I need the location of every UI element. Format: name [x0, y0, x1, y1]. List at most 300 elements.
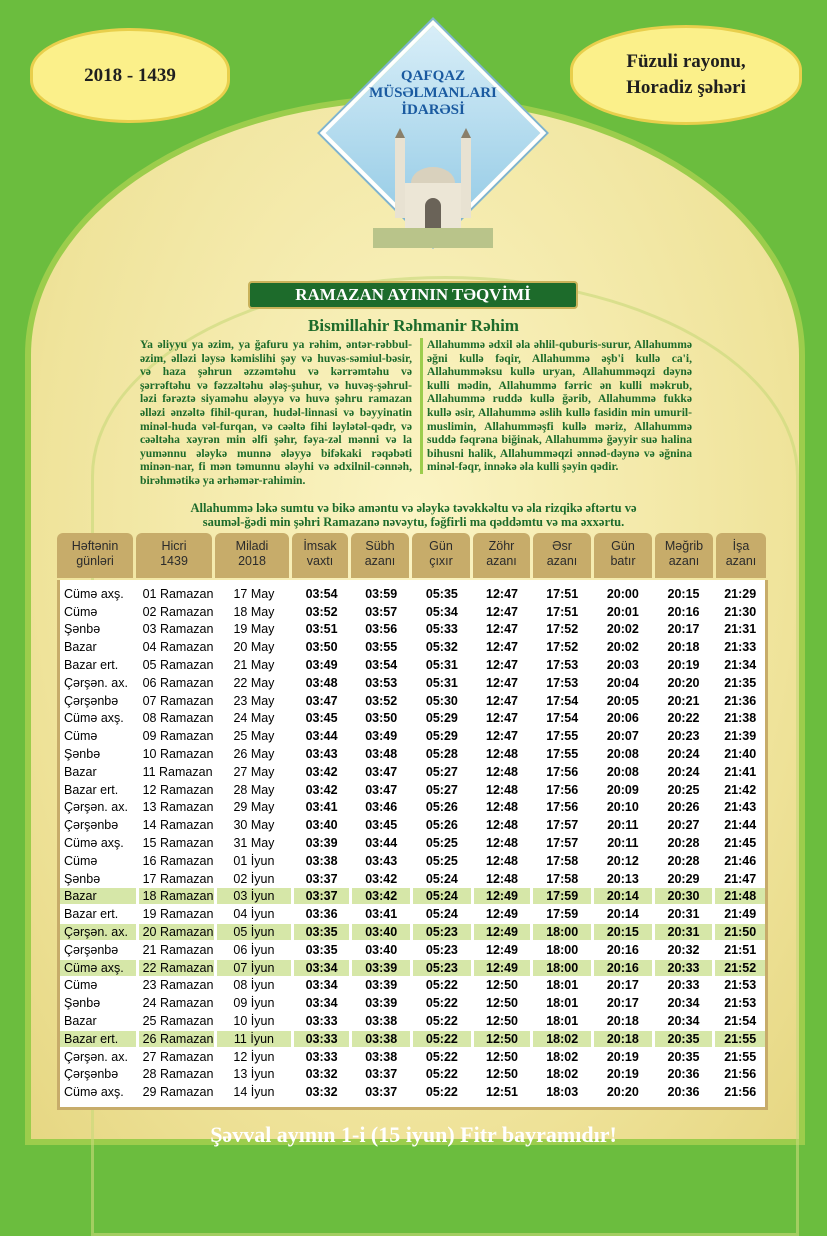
table-cell: 03:38 — [305, 853, 338, 868]
table-cell: 29 May — [233, 800, 275, 815]
table-cell: 21:53 — [724, 996, 757, 1011]
table-cell: Cümə axş. — [64, 836, 124, 851]
table-row — [60, 710, 765, 728]
table-cell: Çərşənbə — [64, 942, 119, 957]
table-row — [60, 959, 765, 977]
table-cell: 03:55 — [365, 640, 398, 655]
table-cell: 03:42 — [305, 782, 338, 797]
table-cell: 20:06 — [606, 711, 639, 726]
table-cell: 20:17 — [606, 996, 639, 1011]
table-cell: 21:47 — [724, 871, 757, 886]
table-cell: 03:38 — [365, 1049, 398, 1064]
column-header — [215, 533, 289, 578]
table-cell: 20:08 — [606, 747, 639, 762]
table-cell: 10 Ramazan — [142, 747, 214, 762]
table-cell: 05:29 — [425, 729, 458, 744]
table-cell: 17:56 — [546, 764, 579, 779]
table-cell: 21:52 — [715, 960, 765, 976]
table-cell: 20:20 — [606, 1085, 639, 1100]
table-cell: 03 İyun — [217, 888, 291, 904]
table-row — [60, 888, 765, 906]
table-cell: 14 İyun — [233, 1085, 275, 1100]
table-cell: 12:49 — [486, 942, 519, 957]
table-cell: 18:00 — [533, 960, 591, 976]
iftar-dua — [100, 501, 727, 529]
table-cell: 03:41 — [365, 907, 398, 922]
table-cell: 03:49 — [305, 658, 338, 673]
table-cell: 03:56 — [365, 622, 398, 637]
table-cell: 20:19 — [606, 1067, 639, 1082]
table-cell: 18:01 — [546, 978, 579, 993]
table-cell: 05 İyun — [217, 924, 291, 940]
table-cell: 03:46 — [365, 800, 398, 815]
table-cell: 12:47 — [486, 622, 519, 637]
table-cell: 17:55 — [546, 747, 579, 762]
table-cell: 05:33 — [425, 622, 458, 637]
table-cell: 03:43 — [305, 747, 338, 762]
table-cell: 21:48 — [715, 888, 765, 904]
table-cell: 05:23 — [413, 960, 471, 976]
table-row — [60, 994, 765, 1012]
table-cell: 20:03 — [606, 658, 639, 673]
table-row — [60, 781, 765, 799]
logo-line: İDARƏSİ — [401, 102, 465, 118]
table-cell: 03:34 — [305, 996, 338, 1011]
table-cell: 12:48 — [486, 782, 519, 797]
column-header — [292, 533, 348, 578]
table-cell: 12:48 — [486, 764, 519, 779]
eid-announcement: Şəvval ayının 1-i (15 iyun) Fitr bayramıdır! — [210, 1122, 617, 1147]
table-cell: 05:30 — [425, 693, 458, 708]
table-cell: 25 Ramazan — [142, 1014, 214, 1029]
table-cell: 21 Ramazan — [142, 942, 214, 957]
table-cell: 20:36 — [667, 1085, 700, 1100]
table-cell: 03:47 — [365, 764, 398, 779]
table-cell: 20:34 — [667, 996, 700, 1011]
table-cell: 17:58 — [546, 853, 579, 868]
table-cell: 17:52 — [546, 622, 579, 637]
location-badge — [570, 25, 802, 125]
table-cell: 21:49 — [724, 907, 757, 922]
table-cell: 03:52 — [365, 693, 398, 708]
table-cell: 05:22 — [425, 978, 458, 993]
column-header-line: Hicri — [161, 539, 187, 553]
table-cell: 03:54 — [305, 586, 338, 601]
mosque-image — [373, 128, 493, 248]
table-cell: 20:12 — [606, 853, 639, 868]
table-cell: 20:22 — [667, 711, 700, 726]
table-cell: 17:59 — [546, 907, 579, 922]
table-cell: 26 Ramazan — [139, 1031, 215, 1047]
table-cell: 17:52 — [546, 640, 579, 655]
table-cell: 21:50 — [715, 924, 765, 940]
table-cell: 18 Ramazan — [139, 888, 215, 904]
table-cell: 18:02 — [546, 1049, 579, 1064]
column-header-line: Gün — [429, 539, 453, 553]
table-cell: 03:39 — [352, 960, 410, 976]
table-cell: Cümə — [64, 853, 98, 868]
table-row — [60, 905, 765, 923]
table-cell: 03:44 — [365, 836, 398, 851]
table-cell: 17:53 — [546, 675, 579, 690]
column-header-line: azanı — [725, 554, 757, 568]
table-cell: 05:22 — [425, 1049, 458, 1064]
year-text: 2018 - 1439 — [84, 64, 176, 86]
table-cell: Şənbə — [64, 747, 101, 762]
table-cell: Şənbə — [64, 622, 101, 637]
table-cell: 03:53 — [365, 675, 398, 690]
table-cell: 12:50 — [486, 1014, 519, 1029]
table-cell: 05:26 — [425, 800, 458, 815]
table-cell: 12:47 — [486, 711, 519, 726]
table-cell: 20:27 — [667, 818, 700, 833]
table-cell: 20 Ramazan — [139, 924, 215, 940]
table-cell: 05 Ramazan — [142, 658, 214, 673]
table-cell: 03:51 — [305, 622, 338, 637]
table-cell: 12:50 — [486, 996, 519, 1011]
table-cell: Şənbə — [64, 996, 101, 1011]
table-cell: 18:03 — [546, 1085, 579, 1100]
table-cell: 12:48 — [486, 818, 519, 833]
table-cell: 20:11 — [607, 836, 639, 851]
table-cell: 12:47 — [486, 604, 519, 619]
table-cell: 21:54 — [724, 1014, 757, 1029]
table-cell: 20:16 — [606, 942, 639, 957]
table-row — [60, 1066, 765, 1084]
table-cell: 20:25 — [667, 782, 700, 797]
table-row — [60, 852, 765, 870]
column-header-line: Gün — [611, 539, 635, 553]
table-cell: 03:37 — [294, 888, 350, 904]
table-cell: 21:44 — [724, 818, 757, 833]
table-cell: 03:37 — [365, 1067, 398, 1082]
column-header — [533, 533, 591, 578]
column-header — [57, 533, 133, 578]
table-cell: 12:47 — [486, 675, 519, 690]
table-cell: 12:49 — [474, 960, 531, 976]
table-cell: 29 Ramazan — [142, 1085, 214, 1100]
table-cell: 20:32 — [667, 942, 700, 957]
column-header — [655, 533, 713, 578]
table-row — [60, 763, 765, 781]
table-cell: 20:15 — [667, 586, 700, 601]
table-cell: 05:31 — [425, 658, 458, 673]
table-cell: 20:02 — [606, 622, 639, 637]
table-cell: 20:33 — [655, 960, 713, 976]
column-header-line: Həftənin — [71, 539, 119, 553]
column-header-line: azanı — [486, 554, 517, 568]
table-cell: 03:33 — [294, 1031, 350, 1047]
table-cell: 03:50 — [365, 711, 398, 726]
logo-line: MÜSƏLMANLARI — [369, 85, 497, 101]
table-row — [60, 1030, 765, 1048]
table-row — [60, 799, 765, 817]
table-cell: 03:37 — [305, 871, 338, 886]
table-cell: 03:39 — [305, 836, 338, 851]
table-cell: 09 Ramazan — [142, 729, 214, 744]
table-cell: 20:28 — [667, 836, 700, 851]
table-cell: 05:22 — [425, 1067, 458, 1082]
column-header-line: Miladi — [235, 539, 269, 553]
table-cell: 03:47 — [365, 782, 398, 797]
table-cell: 21:42 — [724, 782, 757, 797]
table-cell: 17:51 — [546, 604, 579, 619]
table-cell: 21:41 — [724, 764, 757, 779]
table-cell: 20:13 — [606, 871, 639, 886]
table-cell: 20:30 — [655, 888, 713, 904]
table-cell: Bazar — [64, 1014, 97, 1029]
table-row — [60, 692, 765, 710]
year-badge — [30, 28, 230, 123]
table-cell: 03:40 — [305, 818, 338, 833]
table-cell: 12:49 — [474, 924, 531, 940]
table-row — [60, 834, 765, 852]
table-cell: Bazar ert. — [64, 907, 119, 922]
table-cell: 27 Ramazan — [142, 1049, 214, 1064]
table-row — [60, 745, 765, 763]
table-cell: 24 Ramazan — [142, 996, 214, 1011]
table-cell: 03:54 — [365, 658, 398, 673]
table-cell: 17:58 — [546, 871, 579, 886]
prayer-times-table — [57, 533, 768, 1110]
table-cell: 05:23 — [425, 942, 458, 957]
table-cell: 20:17 — [606, 978, 639, 993]
table-cell: 20:16 — [594, 960, 652, 976]
table-row — [60, 816, 765, 834]
column-header-line: İşa — [732, 539, 750, 553]
table-cell: 21 May — [233, 658, 275, 673]
table-cell: 03:32 — [305, 1085, 338, 1100]
table-cell: 03:49 — [365, 729, 398, 744]
table-cell: 22 Ramazan — [139, 960, 215, 976]
table-cell: Çərşən. ax. — [64, 800, 128, 815]
table-cell: 12:47 — [486, 658, 519, 673]
table-cell: 12:48 — [486, 836, 519, 851]
table-row — [60, 870, 765, 888]
table-row — [60, 727, 765, 745]
table-cell: 20:09 — [606, 782, 639, 797]
table-cell: 03:32 — [305, 1067, 338, 1082]
table-cell: 05:24 — [413, 888, 471, 904]
table-cell: 18:00 — [546, 942, 579, 957]
table-cell: 05:22 — [413, 1031, 471, 1047]
table-cell: Bazar ert. — [64, 782, 119, 797]
table-cell: 03:39 — [365, 996, 398, 1011]
table-cell: 13 Ramazan — [142, 800, 214, 815]
table-row — [60, 603, 765, 621]
table-cell: 21:55 — [715, 1031, 765, 1047]
table-cell: 20:08 — [606, 764, 639, 779]
table-cell: 03:42 — [305, 764, 338, 779]
table-cell: 17:54 — [546, 711, 579, 726]
table-cell: Cümə axş. — [64, 1085, 124, 1100]
table-cell: Cümə — [64, 604, 98, 619]
table-cell: 20:14 — [606, 907, 639, 922]
table-cell: 03:40 — [352, 924, 410, 940]
table-cell: 05:25 — [425, 853, 458, 868]
table-cell: Çərşənbə — [64, 1067, 119, 1082]
table-cell: 03:42 — [365, 871, 398, 886]
bismillah-heading: Bismillahir Rəhmanir Rəhim — [308, 316, 519, 335]
table-cell: 20:24 — [667, 764, 700, 779]
table-cell: 17:56 — [546, 800, 579, 815]
table-cell: 30 May — [233, 818, 275, 833]
table-cell: Cümə — [64, 729, 98, 744]
table-cell: 27 May — [233, 764, 275, 779]
table-cell: 03:35 — [305, 942, 338, 957]
column-header-line: vaxtı — [306, 554, 334, 568]
table-cell: 03:33 — [305, 1014, 338, 1029]
table-cell: 20:01 — [606, 604, 639, 619]
table-cell: 17:59 — [533, 888, 591, 904]
table-body — [57, 580, 768, 1110]
table-cell: 20 May — [233, 640, 275, 655]
table-cell: 03:36 — [305, 907, 338, 922]
table-row — [60, 1083, 765, 1101]
table-cell: 12:48 — [486, 871, 519, 886]
table-cell: 17:57 — [546, 836, 579, 851]
column-header-line: 1439 — [160, 554, 188, 568]
table-cell: 03:38 — [352, 1031, 410, 1047]
table-cell: 13 İyun — [233, 1067, 275, 1082]
table-cell: 21:33 — [724, 640, 757, 655]
table-header — [57, 533, 768, 578]
table-row — [60, 638, 765, 656]
table-cell: 03:57 — [365, 604, 398, 619]
table-cell: 07 Ramazan — [142, 693, 214, 708]
table-cell: Bazar — [60, 888, 136, 904]
table-cell: 03:39 — [365, 978, 398, 993]
table-cell: 18:01 — [546, 996, 579, 1011]
table-cell: 12:47 — [486, 586, 519, 601]
table-cell: 20:05 — [606, 693, 639, 708]
table-cell: 03:42 — [352, 888, 410, 904]
table-cell: 06 Ramazan — [142, 675, 214, 690]
table-cell: 20:18 — [667, 640, 700, 655]
table-cell: 08 İyun — [233, 978, 275, 993]
table-cell: 12:47 — [486, 729, 519, 744]
table-cell: 20:10 — [606, 800, 639, 815]
table-cell: 28 Ramazan — [142, 1067, 214, 1082]
table-cell: 12:49 — [486, 907, 519, 922]
table-cell: 20:02 — [606, 640, 639, 655]
table-cell: 05:24 — [425, 907, 458, 922]
table-cell: 23 May — [233, 693, 275, 708]
table-cell: Çərşənbə — [64, 818, 119, 833]
table-cell: Çərşən. ax. — [64, 675, 128, 690]
table-cell: Çərşən. ax. — [60, 924, 136, 940]
column-header-line: Məğrib — [664, 539, 704, 553]
table-cell: 20:16 — [667, 604, 700, 619]
table-row — [60, 674, 765, 692]
table-cell: 18:02 — [546, 1067, 579, 1082]
table-cell: 21:45 — [724, 836, 757, 851]
table-cell: 20:29 — [667, 871, 700, 886]
table-cell: 20:00 — [606, 586, 639, 601]
dua-right-column: Allahummə ədxil əla əhlil-quburis-surur, Allahummə əğni kullə fəqir, Allahummə əşb'i kullə ca'i, Allahumməksu kullə uryan, Allahumməqzi dəynə kulli mədin, Allahummə fərric ən kulli məkrub, Allahummə ruddə kullə ğərib, Allahummə fukkə kullə əsir, Allahummə əslih kullə fasidin min umuril-muslimin, Allahumməşfi kullə məriz, Allahummə suddə fəqrəna biğinak, Allahummə ğəyyir suə halina bihusni halik, Allahumməqzi ənnəd-dəynə və əğnina minəl-fəqr, innəkə əla kulli şəyin qədir. — [420, 338, 692, 474]
table-cell: 20:35 — [667, 1049, 700, 1064]
table-cell: 21:46 — [724, 853, 757, 868]
table-cell: 20:18 — [594, 1031, 652, 1047]
table-cell: 03:33 — [305, 1049, 338, 1064]
table-cell: 12 Ramazan — [142, 782, 214, 797]
table-cell: 11 İyun — [217, 1031, 291, 1047]
location-city: Horadiz şəhəri — [626, 77, 746, 98]
table-cell: 05:22 — [425, 996, 458, 1011]
table-row — [60, 1012, 765, 1030]
table-cell: 03:44 — [305, 729, 338, 744]
logo-title — [338, 68, 528, 119]
column-header-line: Zöhr — [488, 539, 515, 553]
table-cell: 28 May — [233, 782, 275, 797]
table-cell: 05:27 — [425, 764, 458, 779]
table-cell: 19 Ramazan — [142, 907, 214, 922]
table-cell: 05:31 — [425, 675, 458, 690]
table-cell: 07 İyun — [217, 960, 291, 976]
table-cell: 20:35 — [655, 1031, 713, 1047]
table-cell: 26 May — [233, 747, 275, 762]
table-row — [60, 1048, 765, 1066]
table-cell: 20:04 — [606, 675, 639, 690]
table-cell: 03 Ramazan — [142, 622, 214, 637]
table-cell: 03:40 — [365, 942, 398, 957]
table-cell: 17:56 — [546, 782, 579, 797]
table-cell: 12:50 — [474, 1031, 531, 1047]
table-row — [60, 977, 765, 995]
table-cell: 18:00 — [533, 924, 591, 940]
table-cell: 20:19 — [606, 1049, 639, 1064]
table-cell: 20:31 — [667, 907, 700, 922]
iftar-dua-line: sauməl-ğədi min şəhri Ramazanə nəvəytu, fəğfirli ma qəddəmtu və ma əxxərtu. — [202, 515, 625, 529]
column-header-line: günləri — [76, 554, 114, 568]
page-title: RAMAZAN AYININ TƏQVİMİ — [248, 281, 578, 309]
table-cell: 08 Ramazan — [142, 711, 214, 726]
table-cell: 18:02 — [533, 1031, 591, 1047]
table-cell: 05:24 — [425, 871, 458, 886]
table-cell: 03:38 — [365, 1014, 398, 1029]
table-cell: 03:43 — [365, 853, 398, 868]
table-cell: 20:26 — [667, 800, 700, 815]
table-cell: 03:50 — [305, 640, 338, 655]
table-cell: 05:29 — [425, 711, 458, 726]
column-header — [473, 533, 530, 578]
table-cell: 21:29 — [724, 586, 757, 601]
table-cell: 21:30 — [724, 604, 757, 619]
column-header-line: Əsr — [552, 539, 572, 553]
column-header-line: İmsak — [303, 539, 337, 553]
iftar-dua-line: Allahummə ləkə sumtu və bikə aməntu və ələykə təvəkkəltu və əla rizqikə əftərtu və — [190, 501, 637, 515]
table-cell: 12:47 — [486, 693, 519, 708]
table-cell: 12:48 — [486, 853, 519, 868]
table-cell: 20:33 — [667, 978, 700, 993]
column-header-line: batır — [610, 554, 636, 568]
table-cell: 20:19 — [667, 658, 700, 673]
table-cell: 20:31 — [655, 924, 713, 940]
table-cell: 03:47 — [305, 693, 338, 708]
table-cell: 23 Ramazan — [142, 978, 214, 993]
table-cell: Bazar — [64, 640, 97, 655]
column-header-line: çıxır — [429, 554, 453, 568]
table-cell: 21:31 — [724, 622, 757, 637]
table-cell: 14 Ramazan — [142, 818, 214, 833]
table-cell: 22 May — [233, 675, 275, 690]
table-cell: 17:55 — [546, 729, 579, 744]
table-cell: 03:52 — [305, 604, 338, 619]
table-cell: 05:26 — [425, 818, 458, 833]
column-header — [412, 533, 470, 578]
column-header — [136, 533, 212, 578]
table-cell: 06 İyun — [233, 942, 275, 957]
